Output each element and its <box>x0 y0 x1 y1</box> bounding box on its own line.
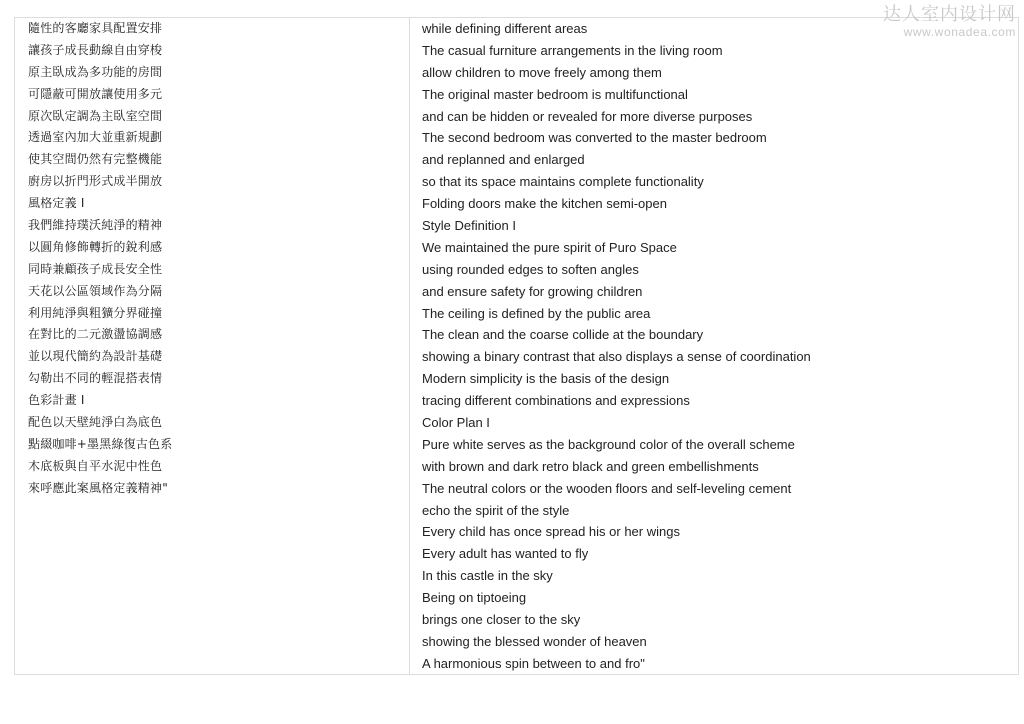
english-line: echo the spirit of the style <box>422 502 570 518</box>
english-line: The clean and the coarse collide at the boundary <box>422 327 704 343</box>
english-line: In this castle in the sky <box>422 568 553 584</box>
chinese-line: 隨性的客廳家具配置安排 <box>28 21 163 35</box>
english-line: with brown and dark retro black and green embellishments <box>422 458 759 474</box>
chinese-line: 同時兼顧孩子成長安全性 <box>28 261 163 276</box>
chinese-line: 廚房以折門形式成半開放 <box>28 174 163 189</box>
english-line: tracing different combinations and expressions <box>422 393 690 409</box>
chinese-line: 勾勒出不同的輕混搭表情 <box>28 371 163 386</box>
english-line: Every child has once spread his or her wings <box>422 524 680 540</box>
chinese-lines <box>28 18 409 500</box>
english-line: Color Plan I <box>422 415 490 431</box>
chinese-line: 透過室內加大並重新規劃 <box>28 130 163 145</box>
chinese-line: 以圓角修飾轉折的銳利感 <box>28 239 163 254</box>
english-line: Pure white serves as the background color of the overall scheme <box>422 436 795 452</box>
english-line: A harmonious spin between to and fro" <box>422 655 645 671</box>
english-line: Being on tiptoeing <box>422 590 527 606</box>
english-line: and can be hidden or revealed for more diverse purposes <box>422 108 753 124</box>
chinese-line: 使其空間仍然有完整機能 <box>28 152 163 167</box>
english-line: The original master bedroom is multifunctional <box>422 86 688 102</box>
chinese-line: 讓孩子成長動線自由穿梭 <box>28 42 163 57</box>
english-line: showing a binary contrast that also displays a sense of coordination <box>422 349 811 365</box>
english-line: The casual furniture arrangements in the living room <box>422 42 723 58</box>
watermark-title: 达人室内设计网 <box>883 4 1016 25</box>
chinese-line: 配色以天壁純淨白為底色 <box>28 415 163 430</box>
english-line: so that its space maintains complete functionality <box>422 174 704 190</box>
chinese-line: 利用純淨與粗獷分界碰撞 <box>28 305 163 320</box>
english-line: showing the blessed wonder of heaven <box>422 633 647 649</box>
english-line: The neutral colors or the wooden floors and self-leveling cement <box>422 480 792 496</box>
chinese-line: 並以現代簡約為設計基礎 <box>28 349 163 364</box>
chinese-line: 可隱蔽可開放讓使用多元 <box>28 86 163 101</box>
chinese-line: 原主臥成為多功能的房間 <box>28 64 163 79</box>
chinese-line: 原次臥定調為主臥室空間 <box>28 108 163 123</box>
english-line: Every adult has wanted to fly <box>422 546 589 562</box>
bilingual-text-table <box>14 17 1019 675</box>
english-lines <box>422 18 1018 675</box>
chinese-column <box>15 18 410 674</box>
english-line: Modern simplicity is the basis of the design <box>422 371 670 387</box>
english-line: using rounded edges to soften angles <box>422 261 639 277</box>
english-line: The second bedroom was converted to the master bedroom <box>422 130 767 146</box>
english-line: while defining different areas <box>422 21 588 36</box>
chinese-line: 點綴咖啡+墨黑綠復古色系 <box>28 436 173 451</box>
english-line: Folding doors make the kitchen semi-open <box>422 196 667 212</box>
english-line: brings one closer to the sky <box>422 612 581 628</box>
chinese-line: 來呼應此案風格定義精神" <box>28 480 168 495</box>
english-line: and ensure safety for growing children <box>422 283 643 299</box>
english-line: Style Definition I <box>422 218 516 234</box>
chinese-line: 我們維持璞沃純淨的精神 <box>28 218 163 233</box>
chinese-line: 木底板與自平水泥中性色 <box>28 458 163 473</box>
watermark <box>883 4 1016 39</box>
english-line: allow children to move freely among them <box>422 64 662 80</box>
chinese-line: 天花以公區領域作為分隔 <box>28 283 163 298</box>
chinese-line: 風格定義 I <box>28 196 85 211</box>
chinese-line: 在對比的二元激盪協調感 <box>28 327 163 342</box>
english-line: We maintained the pure spirit of Puro Space <box>422 239 677 255</box>
chinese-line: 色彩計畫 I <box>28 393 85 408</box>
english-line: and replanned and enlarged <box>422 152 585 168</box>
watermark-url: www.wonadea.com <box>903 25 1016 39</box>
english-line: The ceiling is defined by the public area <box>422 305 651 321</box>
english-column <box>410 18 1018 674</box>
